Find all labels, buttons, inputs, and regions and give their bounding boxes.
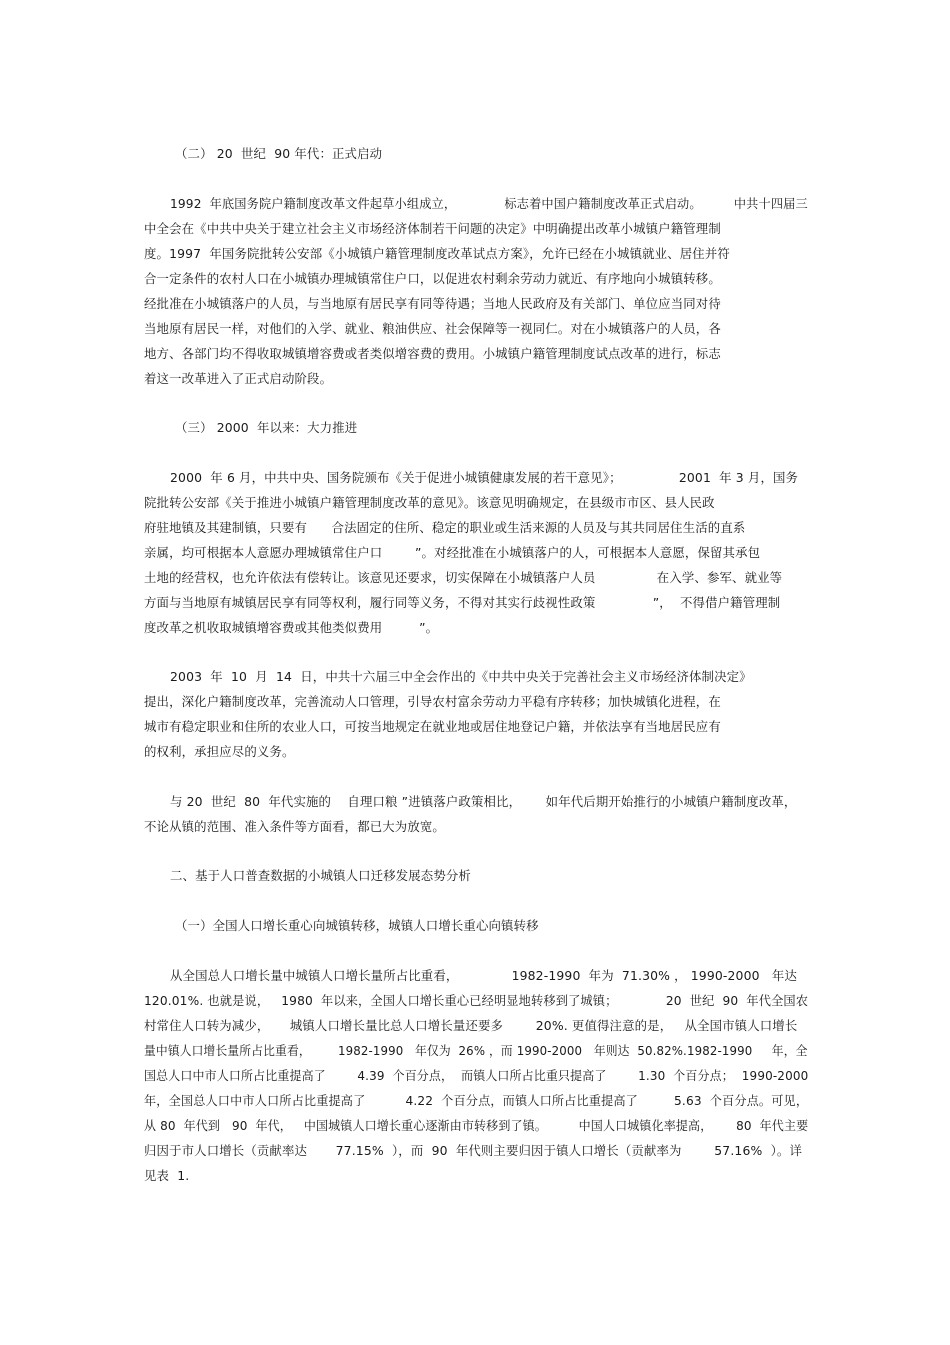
paragraph-line: 从全国总人口增长量中城镇人口增长量所占比重看， 1982-1990 年为 71.30% ， 1990-2000 年达 xyxy=(170,968,798,983)
paragraph-line: 中全会在《中共中央关于建立社会主义市场经济体制若干问题的决定》中明确提出改革小城镇户籍管理制 xyxy=(144,221,721,236)
paragraph-line: 120.01%. 也就是说， 1980 年以来，全国人口增长重心已经明显地转移到了城镇； 20 世纪 90 年代全国农 xyxy=(144,993,809,1008)
section-heading: （二） 20 世纪 90 年代：正式启动 xyxy=(175,146,383,161)
paragraph-line: 国总人口中市人口所占比重提高了 4.39 个百分点， 而镇人口所占比重只提高了 1.30 个百分点； 1990-2000 xyxy=(144,1068,809,1083)
paragraph-line: 提出，深化户籍制度改革，完善流动人口管理，引导农村富余劳动力平稳有序转移；加快城镇化进程，在 xyxy=(144,694,721,709)
paragraph-line: 1992 年底国务院户籍制度改革文件起草小组成立， 标志着中国户籍制度改革正式启动。 中共十四届三 xyxy=(170,196,808,211)
paragraph-line: 从 80 年代到 90 年代， 中国城镇人口增长重心逐渐由市转移到了镇。 中国人口城镇化率提高， 80 年代主要 xyxy=(144,1118,809,1133)
paragraph-line: 合一定条件的农村人口在小城镇办理城镇常住户口，以促进农村剩余劳动力就近、有序地向小城镇转移。 xyxy=(144,271,721,286)
paragraph-line: 量中镇人口增长量所占比重看， 1982-1990 年仅为 26% ，而 1990-2000 年则达 50.82%.1982-1990 年，全 xyxy=(144,1043,808,1058)
paragraph-line: 院批转公安部《关于推进小城镇户籍管理制度改革的意见》。该意见明确规定，在县级市市区、县人民政 xyxy=(144,495,715,510)
paragraph-line: 与 20 世纪 80 年代实施的 自理口粮 ”进镇落户政策相比， 如年代后期开始推行的小城镇户籍制度改革， xyxy=(170,794,797,809)
paragraph-line: 城市有稳定职业和住所的农业人口，可按当地规定在就业地或居住地登记户籍，并依法享有当地居民应有 xyxy=(144,719,721,734)
paragraph-line: 府驻地镇及其建制镇，只要有 合法固定的住所、稳定的职业或生活来源的人员及与其共同居住生活的直系 xyxy=(144,520,746,535)
paragraph-line: 当地原有居民一样，对他们的入学、就业、粮油供应、社会保障等一视同仁。对在小城镇落户的人员，各 xyxy=(144,321,721,336)
paragraph-line: 2000 年 6 月，中共中央、国务院颁布《关于促进小城镇健康发展的若干意见》； 2001 年 3 月，国务 xyxy=(170,470,799,485)
paragraph-line: 年，全国总人口中市人口所占比重提高了 4.22 个百分点，而镇人口所占比重提高了 5.63 个百分点。可见， xyxy=(144,1093,809,1108)
paragraph-line: 度。1997 年国务院批转公安部《小城镇户籍管理制度改革试点方案》，允许已经在小城镇就业、居住并符 xyxy=(144,246,730,261)
paragraph-line: 亲属，均可根据本人意愿办理城镇常住户口 ”。对经批准在小城镇落户的人，可根据本人意愿，保留其承包 xyxy=(144,545,761,560)
paragraph-line: 2003 年 10 月 14 日，中共十六届三中全会作出的《中共中央关于完善社会主义市场经济体制决定》 xyxy=(170,669,752,684)
paragraph-line: 见表 1. xyxy=(144,1168,190,1183)
paragraph-line: 度改革之机收取城镇增容费或其他类似费用 ”。 xyxy=(144,620,439,635)
paragraph-line: 的权利，承担应尽的义务。 xyxy=(144,744,295,759)
section-heading: 二、基于人口普查数据的小城镇人口迁移发展态势分析 xyxy=(170,868,471,883)
paragraph-line: 不论从镇的范围、准入条件等方面看，都已大为放宽。 xyxy=(144,819,445,834)
paragraph-line: 土地的经营权，也允许依法有偿转让。该意见还要求，切实保障在小城镇落户人员 在入学、参军、就业等 xyxy=(144,570,783,585)
paragraph-line: 方面与当地原有城镇居民享有同等权利，履行同等义务，不得对其实行歧视性政策 ”， 不得借户籍管理制 xyxy=(144,595,781,610)
paragraph-line: 经批准在小城镇落户的人员，与当地原有居民享有同等待遇；当地人民政府及有关部门、单位应当同对待 xyxy=(144,296,721,311)
paragraph-line: 地方、各部门均不得收取城镇增容费或者类似增容费的费用。小城镇户籍管理制度试点改革的进行，标志 xyxy=(144,346,721,361)
section-heading: （一）全国人口增长重心向城镇转移，城镇人口增长重心向镇转移 xyxy=(175,918,539,933)
section-heading: （三） 2000 年以来：大力推进 xyxy=(175,420,358,435)
paragraph-line: 着这一改革进入了正式启动阶段。 xyxy=(144,371,333,386)
paragraph-line: 归因于市人口增长（贡献率达 77.15% ），而 90 年代则主要归因于镇人口增长（贡献率为 57.16% ）。详 xyxy=(144,1143,802,1158)
paragraph-line: 村常住人口转为减少， 城镇人口增长量比总人口增长量还要多 20%. 更值得注意的是， 从全国市镇人口增长 xyxy=(144,1018,798,1033)
